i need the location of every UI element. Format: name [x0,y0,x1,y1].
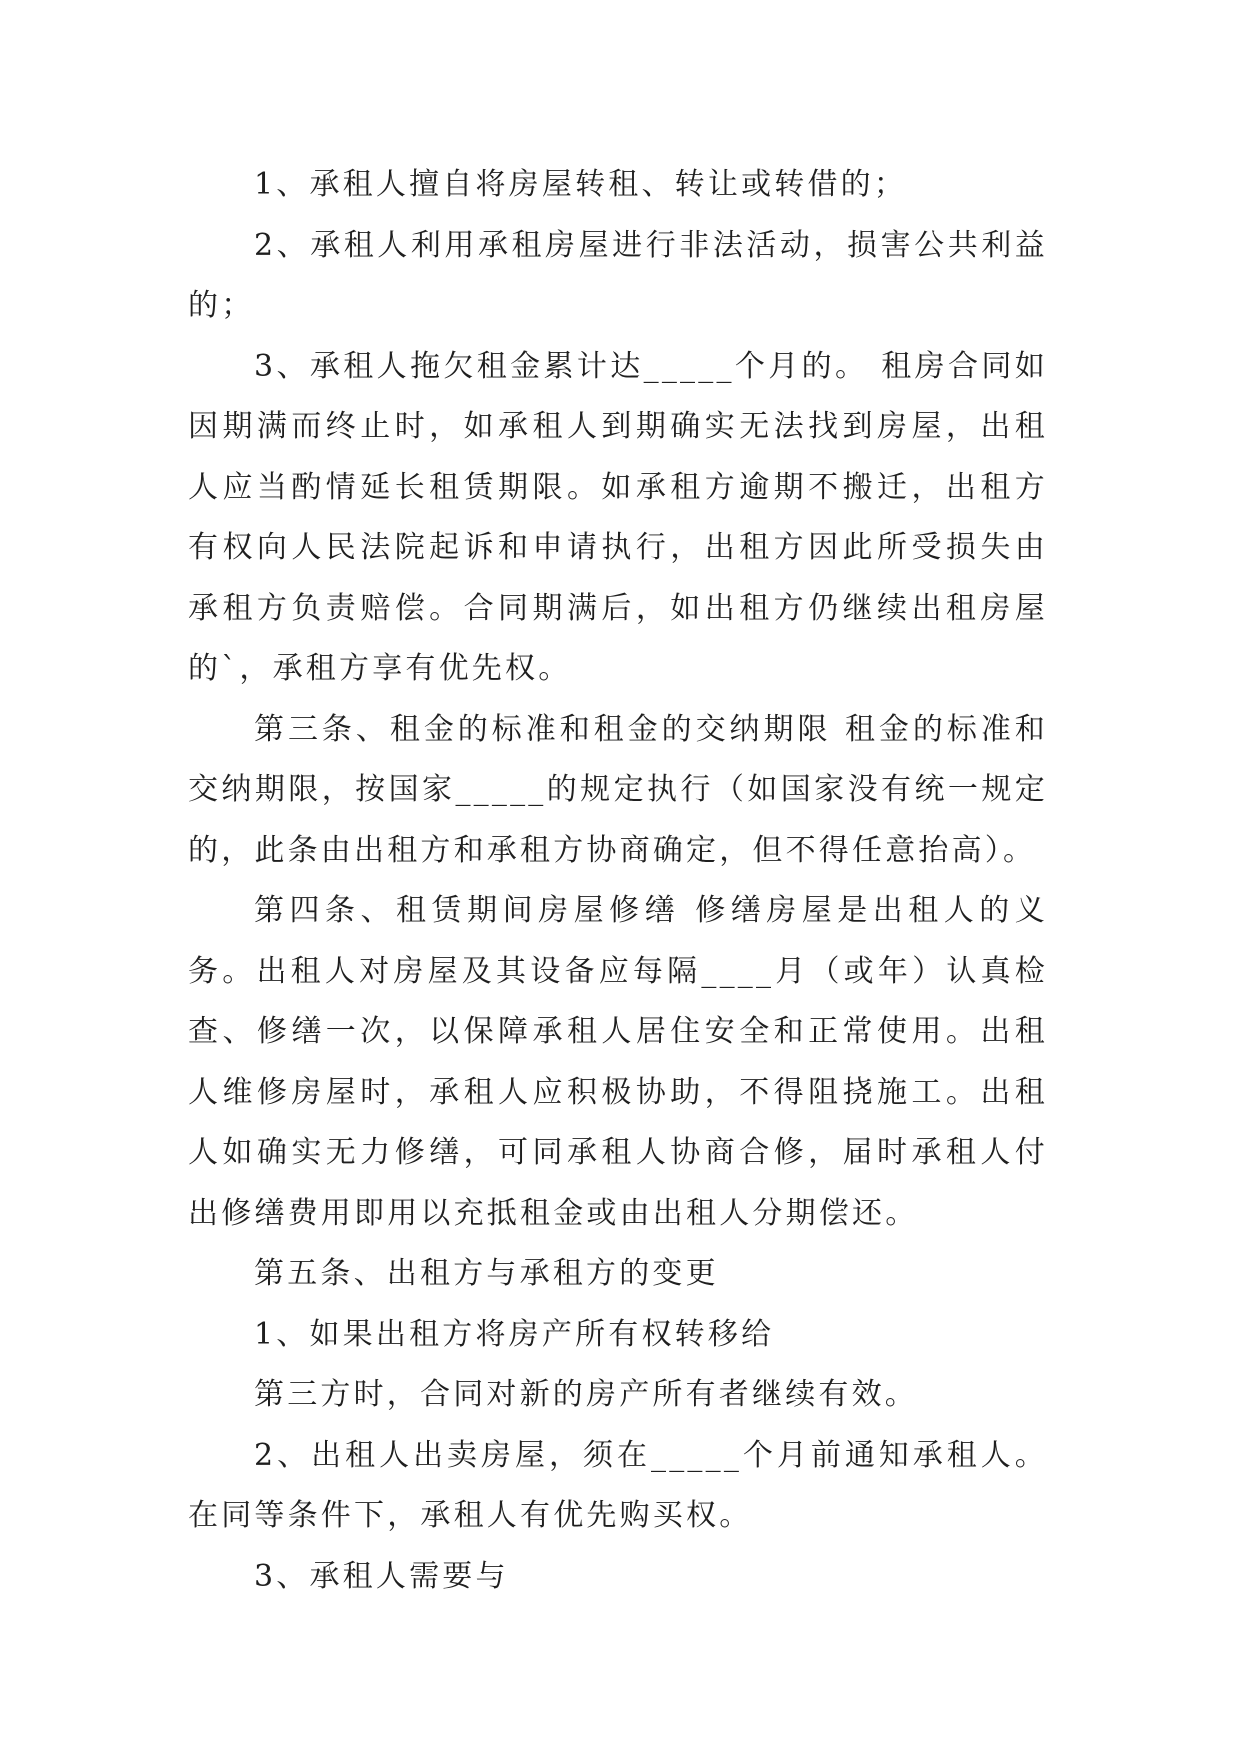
document-page [188,155,1048,1607]
article-5-heading: 第五条、出租方与承租方的变更 [254,1256,719,1291]
clause-item-2: 2、承租人利用承租房屋进行非法活动，损害公共利益的； [188,227,1048,323]
clause-item-1: 1、承租人擅自将房屋转租、转让或转借的； [254,167,908,202]
article-5-item-1: 1、如果出租方将房产所有权转移给 [254,1316,775,1352]
article-5-item-1-continued: 第三方时，合同对新的房产所有者继续有效。 [254,1377,918,1412]
article-5-item-3: 3、承租人需要与 [254,1558,509,1594]
clause-item-3: 3、承租人拖欠租金累计达_____个月的。 租房合同如因期满而终止时，如承租人到期确实无法找到房屋，出租人应当酌情延长租赁期限。如承租方逾期不搬迁，出租方有权向人民法院起诉和申请执行，出租方因此所受损失由承租方负责赔偿。合同期满后，如出租方仍继续出租房屋的`，承租方享有优先权。 [188,348,1048,686]
article-4-repairs: 第四条、租赁期间房屋修缮 修缮房屋是出租人的义务。出租人对房屋及其设备应每隔____月（或年）认真检查、修缮一次，以保障承租人居住安全和正常使用。出租人维修房屋时，承租人应积极协助，不得阻挠施工。出租人如确实无力修缮，可同承租人协商合修，届时承租人付出修缮费用即用以充抵租金或由出租人分期偿还。 [188,893,1048,1231]
article-3-rent-standard: 第三条、租金的标准和租金的交纳期限 租金的标准和交纳期限，按国家_____的规定执行（如国家没有统一规定的，此条由出租方和承租方协商确定，但不得任意抬高）。 [188,711,1048,868]
article-5-item-2: 2、出租人出卖房屋，须在_____个月前通知承租人。在同等条件下，承租人有优先购买权。 [188,1437,1048,1533]
